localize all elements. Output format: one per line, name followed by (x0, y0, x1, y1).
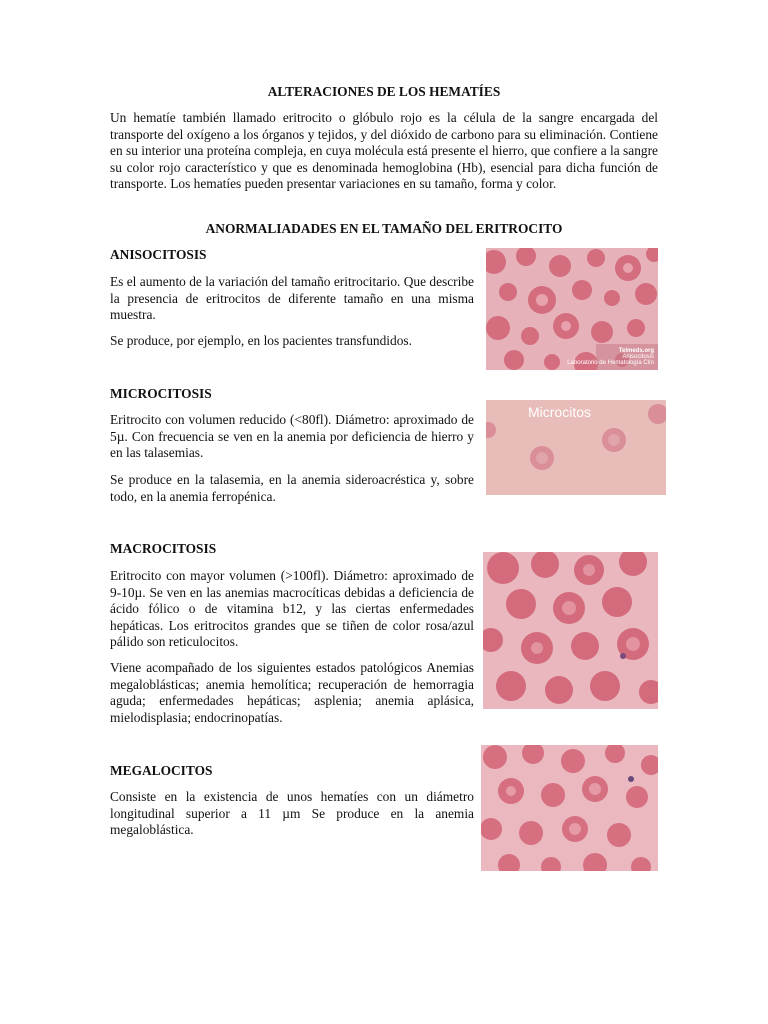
macrocitosis-image (483, 552, 658, 709)
microcitosis-paragraph-1: Eritrocito con volumen reducido (<80fl). Diámetro: aproximado de 5µ. Con frecuencia se ven en la anemia por deficiencia de hierro y en las talasemias. (110, 412, 474, 461)
anisocitosis-image (486, 248, 658, 370)
section-subtitle: ANORMALIADADES EN EL TAMAÑO DEL ERITROCITO (205, 221, 563, 236)
document-title: ALTERACIONES DE LOS HEMATÍES (267, 84, 501, 99)
macrocitosis-paragraph-1: Eritrocito con mayor volumen (>100fl). Diámetro: aproximado de 9-10µ. Se ven en las anemias macrocíticas debidas a deficiencia de ácido fólico o de vitamina b12, y las ciertas enfermedades hepáticas. Los eritrocitos grandes que se tiñen de color rosa/azul pálido son reticulocitos. (110, 568, 474, 650)
macrocitosis-paragraph-2: Viene acompañado de los siguientes estados patológicos Anemias megaloblásticas; anemia hemolítica; recuperación de hemorragia aguda; enfermedades hepáticas; asplenia; anemia aplásica, mielodisplasia; endocrinopatías. (110, 660, 474, 725)
megalocitos-image (481, 745, 658, 871)
anisocitosis-paragraph-1: Es el aumento de la variación del tamaño eritrocitario. Que describe la presencia de eritrocitos de diferente tamaño en una misma muestra. (110, 274, 474, 323)
anisocitosis-watermark-3: Laboratorio de Hematología Clín (567, 360, 654, 366)
microcitosis-image (486, 400, 666, 495)
heading-macrocitosis: MACROCITOSIS (110, 541, 217, 556)
megalocitos-paragraph-1: Consiste en la existencia de unos hematíes con un diámetro longitudinal superior a 11 µm Se produce en la anemia megaloblástica. (110, 789, 474, 838)
microcitos-caption: Microcitos (528, 404, 592, 420)
microcitosis-paragraph-2: Se produce en la talasemia, en la anemia sideroacréstica y, sobre todo, en la anemia ferropénica. (110, 472, 474, 504)
anisocitosis-paragraph-2: Se produce, por ejemplo, en los pacientes transfundidos. (110, 333, 412, 348)
anisocitosis-watermark-2: Anisocitosis (622, 354, 654, 360)
heading-anisocitosis: ANISOCITOSIS (110, 247, 207, 262)
heading-megalocitos: MEGALOCITOS (110, 763, 213, 778)
anisocitosis-watermark-1: Telmeds.org (618, 348, 654, 354)
intro-paragraph: Un hematíe también llamado eritrocito o glóbulo rojo es la célula de la sangre encargada del transporte del oxígeno a los órganos y tejidos, y del dióxido de carbono para su eliminación. Contiene en su interior una proteína compleja, en cuya molécula está presente el hierro, que confiere a la sangre su color rojo característico y que es denominada hemoglobina (Hb), esencial para dicha función de transporte. Los hematíes pueden presentar variaciones en su tamaño, forma y color. (110, 110, 658, 192)
heading-microcitosis: MICROCITOSIS (110, 386, 212, 401)
